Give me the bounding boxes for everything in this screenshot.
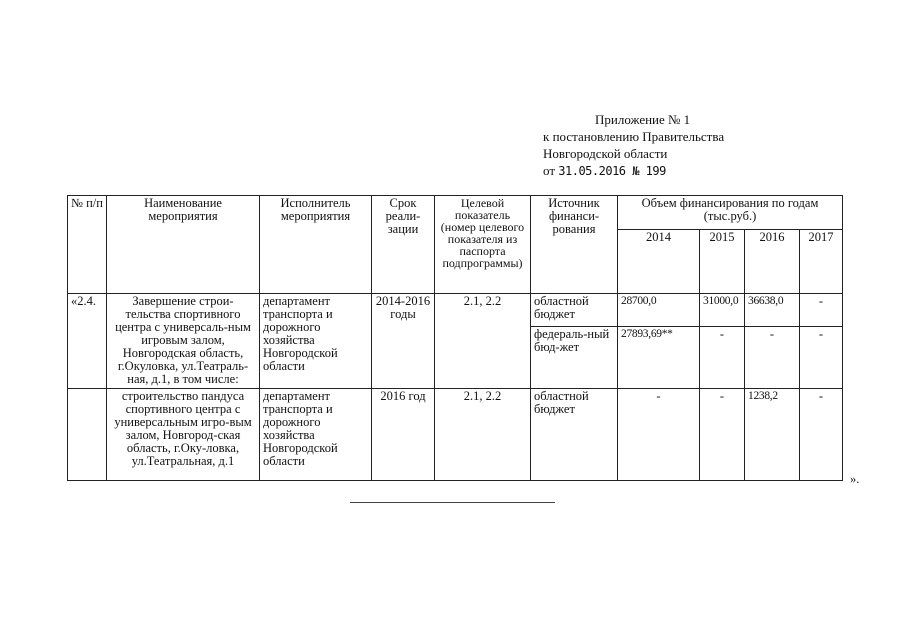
header-executor: Исполнитель мероприятия [260,196,372,294]
document-header [543,111,724,180]
header-funding: Объем финансирования по годам (тыс.руб.) [618,196,843,230]
row2-value-2017: - [800,389,843,481]
row1-source-federal: федераль-ный бюд-жет [531,327,618,389]
resolution-line: к постановлению Правительства [543,129,725,144]
row1-executor: департамент транспорта и дорожного хозяйства Новгородской области [260,294,372,389]
header-year-2015: 2015 [700,230,745,294]
row1-target: 2.1, 2.2 [435,294,531,389]
date-line [543,162,724,180]
divider-line [350,502,555,503]
row1-num: «2.4. [68,294,107,389]
header-year-2014: 2014 [618,230,700,294]
row1-value-2014: 28700,0 [618,294,700,327]
header-term: Срок реали-зации [372,196,435,294]
row2-num [68,389,107,481]
date-value: 31.05.2016 № 199 [558,164,666,178]
funding-table [67,195,843,481]
row2-term: 2016 год [372,389,435,481]
header-year-2016: 2016 [745,230,800,294]
row2-source: областной бюджет [531,389,618,481]
header-year-2017: 2017 [800,230,843,294]
row1-federal-2016: - [745,327,800,389]
header-target: Целевой показатель (номер целевого показателя из паспорта подпрограммы) [435,196,531,294]
row1-value-2017: - [800,294,843,327]
row2-value-2015: - [700,389,745,481]
region-line: Новгородской области [543,146,668,161]
row2-value-2014: - [618,389,700,481]
row1-value-2016: 36638,0 [745,294,800,327]
row2-value-2016: 1238,2 [745,389,800,481]
header-name: Наименование мероприятия [107,196,260,294]
date-prefix: от [543,163,556,178]
row1-term: 2014-2016 годы [372,294,435,389]
row1-source-regional: областной бюджет [531,294,618,327]
row2-target: 2.1, 2.2 [435,389,531,481]
row1-federal-2015: - [700,327,745,389]
closing-quote: ». [850,472,860,486]
row1-name: Завершение строи-тельства спортивного центра с универсаль-ным игровым залом, Новгородская область, г.Окуловка, ул.Театраль-ная, д.1, в том числе: [107,294,260,389]
header-num: № п/п [68,196,107,294]
row2-name: строительство пандуса спортивного центра с универсальным игро-вым залом, Новгород-ская область, г.Оку-ловка, ул.Театральная, д.1 [107,389,260,481]
row1-federal-2017: - [800,327,843,389]
row1-value-2015: 31000,0 [700,294,745,327]
row2-executor: департамент транспорта и дорожного хозяйства Новгородской области [260,389,372,481]
row1-federal-2014: 27893,69** [618,327,700,389]
header-source: Источник финанси-рования [531,196,618,294]
appendix-title: Приложение № 1 [595,112,691,127]
